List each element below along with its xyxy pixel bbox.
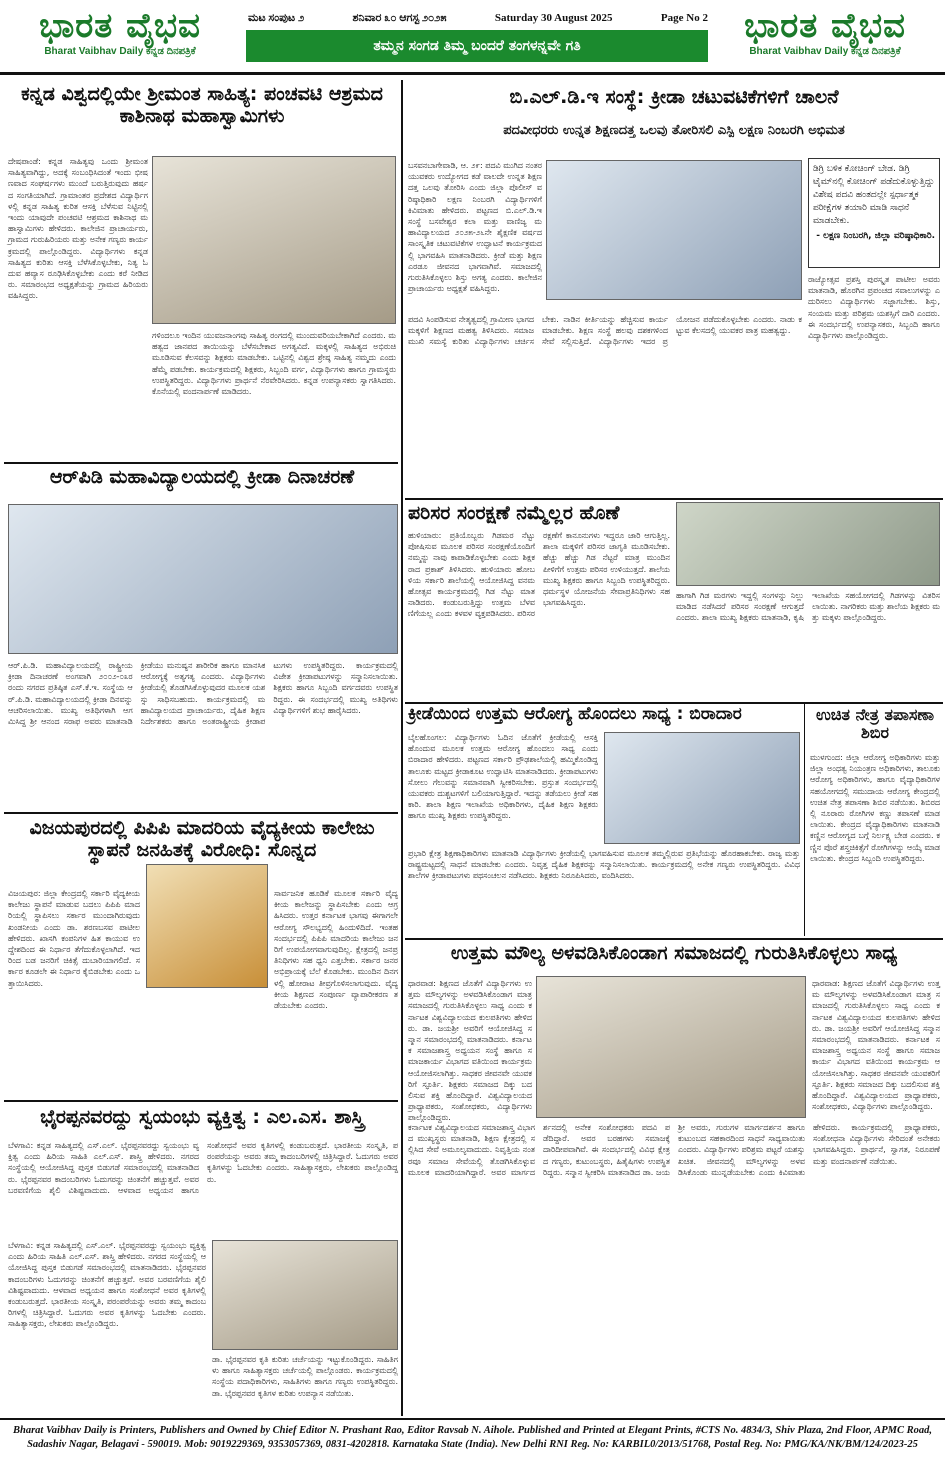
article-headline: ಭೈರಪ್ಪನವರದ್ದು ಸ್ವಯಂಭು ವ್ಯಕ್ತಿತ್ವ : ಎಲ.ಎಸ. ಶಾಸ್ತ್ರಿ [40,1106,364,1128]
issue-volume: ಮಟ ಸಂಪುಟ ೨ [248,11,305,24]
logo-subtitle: Bharat Vaibhav Daily [44,46,144,57]
article-body: ದೇಷಪಾಂಡೆ: ಕನ್ನಡ ಸಾಹಿತ್ಯವು ಒಂದು ಶ್ರೀಮಂತ ಸಾಹಿತ್ಯವಾಗಿದ್ದು, ಅದಕ್ಕೆ ಸಂಬಂಧಿಸಿದಂತೆ ಇಂದು ಭೀಷಣವಾದ ಸಂಘರ್ಷಗಳು ಮುಂದೆ ಬರುತ್ತಿರುವುದು ಹರ್ಷದ ಸಂಗತಿಯಾಗಿದೆ. ಗ್ರಾಮಾಂತರ ಪ್ರದೇಶದ ವಿದ್ಯಾರ್ಥಿಗಳಲ್ಲಿ ಕನ್ನಡ ಸಾಹಿತ್ಯ ಕುರಿತ ಆಸಕ್ತಿ ಬೆಳೆಸುವ ನಿಟ್ಟಿನಲ್ಲಿ ಇಂದು ಯಾವುದೇ ಪಂಚವಟಿ ಆಶ್ರಮದ ಕಾಶಿನಾಥ ಮಹಾಸ್ವಾಮಿಗಳು ಹೇಳಿದರು. ಕಾಲೇಜಿನ ಪ್ರಾಚಾರ್ಯರು, ಗ್ರಾಮದ ಗುರುಹಿರಿಯರು ಮತ್ತು ಅನೇಕ ಗಣ್ಯರು ಕಾರ್ಯಕ್ರಮದಲ್ಲಿ ಪಾಲ್ಗೊಂಡಿದ್ದರು. ವಿದ್ಯಾರ್ಥಿಗಳು ಕನ್ನಡ ಸಾಹಿತ್ಯದ ಕುರಿತು ಆಸಕ್ತಿ ಬೆಳೆಸಿಕೊಳ್ಳಬೇಕು, ನಿತ್ಯ ಓದುವ ಹವ್ಯಾಸ ರೂಢಿಸಿಕೊಳ್ಳಬೇಕು ಎಂದು ಕರೆ ನೀಡಿದರು. ಸಮಾರಂಭದ ಅಧ್ಯಕ್ಷತೆಯನ್ನು ಗ್ರಾಮದ ಹಿರಿಯರು ವಹಿಸಿದ್ದರು. [8,157,148,301]
article-photo [604,732,800,844]
article-headline: ವಿಜಯಪುರದಲ್ಲಿ ಪಿಪಿಪಿ ಮಾದರಿಯ ವೈದ್ಯಕೀಯ ಕಾಲೇಜು ಸ್ಥಾಪನೆ ಜನಹಿತಕ್ಕೆ ವಿರೋಧಿ: ಸೊನ್ನದ [29,817,375,861]
logo-subtitle: Bharat Vaibhav Daily [749,46,849,57]
article-headline: ಕನ್ನಡ ವಿಶ್ವದಲ್ಲಿಯೇ ಶ್ರೀಮಂತ ಸಾಹಿತ್ಯ: ಪಂಚವಟಿ ಆಶ್ರಮದ ಕಾಶಿನಾಥ ಮಹಾಸ್ವಾಮಿಗಳು [21,83,383,127]
article-headline: ಕ್ರೀಡೆಯಿಂದ ಉತ್ತಮ ಆರೋಗ್ಯ ಹೊಂದಲು ಸಾಧ್ಯ : ಬಿರಾದಾರ [408,704,742,724]
article-headline: ಆರ್‌ಪಿಡಿ ಮಹಾವಿದ್ಯಾಲಯದಲ್ಲಿ ಕ್ರೀಡಾ ದಿನಾಚರಣೆ [49,466,355,488]
article-body-continued: ಕರ್ನಾಟಕ ವಿಶ್ವವಿದ್ಯಾಲಯದ ಸಮಾಜಶಾಸ್ತ್ರ ವಿಭಾಗದ ಮುಖ್ಯಸ್ಥರು ಮಾತನಾಡಿ, ಶಿಕ್ಷಣ ಕ್ಷೇತ್ರದಲ್ಲಿ ಸಲ್ಲಿಸಿದ ಸೇವೆ ಅಮೂಲ್ಯವಾದುದು. ನಿವೃತ್ತಿಯ ನಂತರವೂ ಸಮಾಜ ಸೇವೆಯಲ್ಲಿ ತೊಡಗಿಸಿಕೊಳ್ಳುವ ಮೂಲಕ ಮಾದರಿಯಾಗಿದ್ದಾರೆ. ಅವರ ಮಾರ್ಗದರ್ಶನದಲ್ಲಿ ಅನೇಕ ಸಂಶೋಧಕರು ಪದವಿ ಪಡೆದಿದ್ದಾರೆ. ಅವರ ಬರಹಗಳು ಸಮಾಜಕ್ಕೆ ದಾರಿದೀಪವಾಗಿವೆ. ಈ ಸಂದರ್ಭದಲ್ಲಿ ವಿವಿಧ ಕ್ಷೇತ್ರದ ಗಣ್ಯರು, ಕುಟುಂಬಸ್ಥರು, ಹಿತೈಷಿಗಳು ಉಪಸ್ಥಿತರಿದ್ದರು. ಸನ್ಮಾನ ಸ್ವೀಕರಿಸಿ ಮಾತನಾಡಿದ ಡಾ. ಜಯಶ್ರೀ ಅವರು, ಗುರುಗಳ ಮಾರ್ಗದರ್ಶನ ಹಾಗೂ ಕುಟುಂಬದ ಸಹಕಾರದಿಂದ ಸಾಧನೆ ಸಾಧ್ಯವಾಯಿತು ಎಂದರು. ವಿದ್ಯಾರ್ಥಿಗಳು ಪರಿಶ್ರಮ ಪಟ್ಟರೆ ಯಶಸ್ಸು ಖಚಿತ. ಜೀವನದಲ್ಲಿ ಮೌಲ್ಯಗಳನ್ನು ಅಳವಡಿಸಿಕೊಂಡು ಮುನ್ನಡೆಯಬೇಕು ಎಂದು ಕಿವಿಮಾತು ಹೇಳಿದರು. ಕಾರ್ಯಕ್ರಮದಲ್ಲಿ ಪ್ರಾಧ್ಯಾಪಕರು, ಸಂಶೋಧನಾ ವಿದ್ಯಾರ್ಥಿಗಳು ಸೇರಿದಂತೆ ಅನೇಕರು ಭಾಗವಹಿಸಿದ್ದರು. ಪ್ರಾರ್ಥನೆ, ಸ್ವಾಗತ, ನಿರೂಪಣೆ ಮತ್ತು ವಂದನಾರ್ಪಣೆ ನಡೆಯಿತು. [408,1123,940,1177]
article-body: ಆರ್.ಪಿ.ಡಿ. ಮಹಾವಿದ್ಯಾಲಯದಲ್ಲಿ ರಾಷ್ಟ್ರೀಯ ಕ್ರೀಡಾ ದಿನಾಚರಣೆ ಅಂಗವಾಗಿ ೨೦೦೨-೦೩ರ ರಂದು ನಗರದ ಪ್ರತಿಷ್ಠಿತ ಎಸ್.ಕೆ.ಇ. ಸಂಸ್ಥೆಯ ಆರ್.ಪಿ.ಡಿ. ಮಹಾವಿದ್ಯಾಲಯದಲ್ಲಿ ಕ್ರೀಡಾ ದಿನವನ್ನು ಆಚರಿಸಲಾಯಿತು. ಮುಖ್ಯ ಅತಿಥಿಗಳಾಗಿ ಆಗಮಿಸಿದ್ದ ಶ್ರೀ ಆನಂದ ಸರಾಫ ಅವರು ಮಾತನಾಡಿ ಕ್ರೀಡೆಯು ಮನುಷ್ಯನ ಶಾರೀರಿಕ ಹಾಗೂ ಮಾನಸಿಕ ಆರೋಗ್ಯಕ್ಕೆ ಅತ್ಯಗತ್ಯ ಎಂದರು. ವಿದ್ಯಾರ್ಥಿಗಳು ಕ್ರೀಡೆಯಲ್ಲಿ ತೊಡಗಿಸಿಕೊಳ್ಳುವುದರ ಮೂಲಕ ಯಶಸ್ಸು ಸಾಧಿಸಬಹುದು. ಕಾರ್ಯಕ್ರಮದಲ್ಲಿ ಮಹಾವಿದ್ಯಾಲಯದ ಪ್ರಾಚಾರ್ಯರು, ದೈಹಿಕ ಶಿಕ್ಷಣ ನಿರ್ದೇಶಕರು ಹಾಗೂ ಅಂತರಾಷ್ಟ್ರೀಯ ಕ್ರೀಡಾಪಟುಗಳು ಉಪಸ್ಥಿತರಿದ್ದರು. ಕಾರ್ಯಕ್ರಮದಲ್ಲಿ ವಿಜೇತ ಕ್ರೀಡಾಪಟುಗಳನ್ನು ಸನ್ಮಾನಿಸಲಾಯಿತು. ಶಿಕ್ಷಕರು ಹಾಗೂ ಸಿಬ್ಬಂದಿ ವರ್ಗದವರು ಉಪಸ್ಥಿತರಿದ್ದರು. ಈ ಸಂದರ್ಭದಲ್ಲಿ ಮುಖ್ಯ ಅತಿಥಿಗಳು ವಿದ್ಯಾರ್ಥಿಗಳಿಗೆ ಶುಭ ಹಾರೈಸಿದರು. [8,661,398,727]
box-divider [804,704,805,936]
article-photo [536,976,806,1118]
article-body: ಧಾರವಾಡ: ಶಿಕ್ಷಣದ ಜೊತೆಗೆ ವಿದ್ಯಾರ್ಥಿಗಳು ಉತ್ತಮ ಮೌಲ್ಯಗಳನ್ನು ಅಳವಡಿಸಿಕೊಂಡಾಗ ಮಾತ್ರ ಸಮಾಜದಲ್ಲಿ ಗುರುತಿಸಿಕೊಳ್ಳಲು ಸಾಧ್ಯ ಎಂದು ಕರ್ನಾಟಕ ವಿಶ್ವವಿದ್ಯಾಲಯದ ಕುಲಪತಿಗಳು ಹೇಳಿದರು. ಡಾ. ಜಯಶ್ರೀ ಅವರಿಗೆ ಆಯೋಜಿಸಿದ್ದ ಸನ್ಮಾನ ಸಮಾರಂಭದಲ್ಲಿ ಮಾತನಾಡಿದರು. ಕರ್ನಾಟಕ ಸಮಾಜಶಾಸ್ತ್ರ ಅಧ್ಯಯನ ಸಂಸ್ಥೆ ಹಾಗೂ ಸಮಾಜಕಾರ್ಯ ವಿಭಾಗದ ವತಿಯಿಂದ ಕಾರ್ಯಕ್ರಮ ಆಯೋಜಿಸಲಾಗಿತ್ತು. ಸಾಧಕರ ಜೀವನವೇ ಯುವಕರಿಗೆ ಸ್ಫೂರ್ತಿ. ಶಿಕ್ಷಕರು ಸಮಾಜದ ದಿಕ್ಕು ಬದಲಿಸುವ ಶಕ್ತಿ ಹೊಂದಿದ್ದಾರೆ. ವಿಶ್ವವಿದ್ಯಾಲಯದ ಪ್ರಾಧ್ಯಾಪಕರು, ಸಂಶೋಧಕರು, ವಿದ್ಯಾರ್ಥಿಗಳು ಪಾಲ್ಗೊಂಡಿದ್ದರು. [408,979,532,1123]
article-photo [546,160,802,300]
logo-subtitle-kannada: ಕನ್ನಡ ದಿನಪತ್ರಿಕೆ [146,46,196,57]
article-body-continued: ಡಾ. ಭೈರಪ್ಪನವರ ಕೃತಿ ಕುರಿತು ಚರ್ಚೆಯನ್ನು ಇಟ್ಟುಕೊಂಡಿದ್ದರು. ಸಾಹಿತಿಗಳು ಹಾಗೂ ಸಾಹಿತ್ಯಾಸಕ್ತರು ಚರ್ಚೆಯಲ್ಲಿ ಪಾಲ್ಗೊಂಡರು. ಕಾರ್ಯಕ್ರಮದಲ್ಲಿ ಸಂಸ್ಥೆಯ ಪದಾಧಿಕಾರಿಗಳು, ಸಾಹಿತಿಗಳು ಹಾಗೂ ಗಣ್ಯರು ಉಪಸ್ಥಿತರಿದ್ದರು. ಡಾ. ಭೈರಪ್ಪನವರ ಕೃತಿಗಳ ಕುರಿತು ಉಪನ್ಯಾಸ ನಡೆಯಿತು. [212,1355,398,1398]
masthead-logo-left [6,6,234,66]
article-separator [4,462,398,464]
article-separator [405,938,943,940]
logo-text: ಭಾರತ ವೈಭವ [744,6,906,46]
pull-quote-text: ಡಿಗ್ರಿ ಬಳಿಕ ಕೋಚಿಂಗ್ ಬೇಡ. ಡಿಗ್ರಿ ಟೈಮ್‌ನಲ್ಲಿ ಕೋಚಿಂಗ್ ಪಡೆದುಕೊಳ್ಳುತ್ತಿದ್ದು ವಿಶೇಷ ಪದವಿ ಹಂತದಲ್ಲೇ ಸ್ಪರ್ಧಾತ್ಮಕ ಪರೀಕ್ಷೆಗಳ ತಯಾರಿ ಮಾಡಿ ಸಾಧನೆ ಮಾಡಬೇಕು. [813,164,935,226]
article-headline: ಬಿ.ಎಲ್.ಡಿ.ಇ ಸಂಸ್ಥೆ: ಕ್ರೀಡಾ ಚಟುವಟಿಕೆಗಳಿಗೆ ಚಾಲನೆ [509,86,839,108]
article-body-continued: ಸಾರ್ವಜನಿಕ ಹೂಡಿಕೆ ಮೂಲಕ ಸರ್ಕಾರಿ ವೈದ್ಯಕೀಯ ಕಾಲೇಜನ್ನು ಸ್ಥಾಪಿಸಬೇಕು ಎಂದು ಆಗ್ರಹಿಸಿದರು. ಉತ್ತರ ಕರ್ನಾಟಕ ಭಾಗವು ಈಗಾಗಲೇ ಆರೋಗ್ಯ ಸೌಲಭ್ಯದಲ್ಲಿ ಹಿಂದುಳಿದಿದೆ. ಇಂತಹ ಸಂದರ್ಭದಲ್ಲಿ ಪಿಪಿಪಿ ಮಾದರಿಯ ಕಾಲೇಜು ಜನರಿಗೆ ಉಪಯೋಗವಾಗುವುದಿಲ್ಲ. ಕ್ಷೇತ್ರದಲ್ಲಿ ಜನಪ್ರತಿನಿಧಿಗಳು ಸಹ ಧ್ವನಿ ಎತ್ತಬೇಕು. ಸರ್ಕಾರ ಜನರ ಅಭಿಪ್ರಾಯಕ್ಕೆ ಬೆಲೆ ಕೊಡಬೇಕು. ಮುಂದಿನ ದಿನಗಳಲ್ಲಿ ಹೋರಾಟ ತೀವ್ರಗೊಳಿಸಲಾಗುವುದು. ವೈದ್ಯಕೀಯ ಶಿಕ್ಷಣದ ಸಂಪೂರ್ಣ ವ್ಯಾಪಾರೀಕರಣ ತಡೆಯಬೇಕು ಎಂದರು. [274,889,398,1011]
article-body: ಹುಳಿಯಾರು: ಪ್ರತಿಯೊಬ್ಬರು ಗಿಡಮರ ನೆಟ್ಟು ಪೋಷಿಸುವ ಮೂಲಕ ಪರಿಸರ ಸಂರಕ್ಷಣೆಯೊಂದಿಗೆ ನಮ್ಮನ್ನು ನಾವು ಕಾಪಾಡಿಕೊಳ್ಳಬೇಕು ಎಂದು ಶಿಕ್ಷಕರಾದ ಪ್ರಕಾಶ್ ತಿಳಿಸಿದರು. ಹುಳಿಯಾರು ಹೋಬಳಿಯ ಸರ್ಕಾರಿ ಶಾಲೆಯಲ್ಲಿ ಆಯೋಜಿಸಿದ್ದ ವನಮಹೋತ್ಸವ ಕಾರ್ಯಕ್ರಮದಲ್ಲಿ ಗಿಡ ನೆಟ್ಟು ಮಾತನಾಡಿದರು. ಕಂಡುಬರುತ್ತಿದ್ದು ಉತ್ತಮ ಬೆಳವಣಿಗೆಯಲ್ಲ ಎಂದು ಕಳವಳ ವ್ಯಕ್ತಪಡಿಸಿದರು. ಪರಿಸರ ರಕ್ಷಣೆಗೆ ಕಾನೂನುಗಳು ಇದ್ದರೂ ಜಾರಿ ಆಗುತ್ತಿಲ್ಲ. ಶಾಲಾ ಮಕ್ಕಳಿಗೆ ಪರಿಸರ ಜಾಗೃತಿ ಮೂಡಿಸಬೇಕು. ಹೆಚ್ಚು ಹೆಚ್ಚು ಗಿಡ ನೆಟ್ಟರೆ ಮಾತ್ರ ಮುಂದಿನ ಪೀಳಿಗೆಗೆ ಉತ್ತಮ ಪರಿಸರ ಉಳಿಯುತ್ತದೆ. ಶಾಲೆಯ ಮುಖ್ಯ ಶಿಕ್ಷಕರು ಹಾಗೂ ಸಿಬ್ಬಂದಿ ಉಪಸ್ಥಿತರಿದ್ದರು. ಧರ್ಮಸ್ಥಳ ಯೋಜನೆಯ ಸೇವಾಪ್ರತಿನಿಧಿಗಳು ಸಹ ಭಾಗವಹಿಸಿದ್ದರು. [408,531,670,619]
logo-subtitle-kannada: ಕನ್ನಡ ದಿನಪತ್ರಿಕೆ [851,46,901,57]
article-body-continued: ರಾಜ್ಯೋತ್ಸವ ಪ್ರಶಸ್ತಿ ಪುರಸ್ಕೃತ ಪಾಟೀಲ ಅವರು ಮಾತನಾಡಿ, ಹೊರಗಿನ ಪ್ರಪಂಚದ ಸವಾಲುಗಳನ್ನು ಎದುರಿಸಲು ವಿದ್ಯಾರ್ಥಿಗಳು ಸಜ್ಜಾಗಬೇಕು. ಶಿಸ್ತು, ಸಂಯಮ ಮತ್ತು ಪರಿಶ್ರಮ ಯಶಸ್ಸಿಗೆ ದಾರಿ ಎಂದರು. ಈ ಸಂದರ್ಭದಲ್ಲಿ ಉಪನ್ಯಾಸಕರು, ಸಿಬ್ಬಂದಿ ಹಾಗೂ ವಿದ್ಯಾರ್ಥಿಗಳು ಪಾಲ್ಗೊಂಡಿದ್ದರು. [808,275,940,341]
masthead-rule [0,72,945,75]
article-photo [676,502,940,586]
article-body-continued: ಪ್ರಭಾರಿ ಕ್ಷೇತ್ರ ಶಿಕ್ಷಣಾಧಿಕಾರಿಗಳು ಮಾತನಾಡಿ ವಿದ್ಯಾರ್ಥಿಗಳು ಕ್ರೀಡೆಯಲ್ಲಿ ಭಾಗವಹಿಸುವ ಮೂಲಕ ತಮ್ಮಲ್ಲಿರುವ ಪ್ರತಿಭೆಯನ್ನು ಹೊರಹಾಕಬೇಕು. ರಾಜ್ಯ ಮತ್ತು ರಾಷ್ಟ್ರಮಟ್ಟದಲ್ಲಿ ಸಾಧನೆ ಮಾಡಬೇಕು ಎಂದರು. ನಿವೃತ್ತ ದೈಹಿಕ ಶಿಕ್ಷಕರನ್ನು ಸನ್ಮಾನಿಸಲಾಯಿತು. ಕಾರ್ಯಕ್ರಮದಲ್ಲಿ ಅನೇಕ ಗಣ್ಯರು ಉಪಸ್ಥಿತರಿದ್ದರು. ವಿವಿಧ ಶಾಲೆಗಳ ಕ್ರೀಡಾಪಟುಗಳು ಪಥಸಂಚಲನ ನಡೆಸಿದರು. ಶಿಕ್ಷಕರು ನಿರೂಪಿಸಿದರು, ವಂದಿಸಿದರು. [408,849,800,881]
footer-imprint: Bharat Vaibhav Daily is Printers, Publishers and Owned by Chief Editor N. Prashant Rao, Editor Ravsab N. Aihole. Published and Printed at Elegant Prints, #CTS No. 4834/3, Shiv Plaza, 2nd Floor, APMC Road, Sadashiv Nagar, Belagavi - 590019. Mob: 9019229369, 9353057369, 0831-4202818. Karnataka State (India). New Delhi RNI Reg. No: KARBIL0/2013/51768, Postal Reg. No: PMG/KA/NK/BM/124/2023-25 [0,1418,945,1458]
article-body-continued: ಬೆಳಗಾವಿ: ಕನ್ನಡ ಸಾಹಿತ್ಯದಲ್ಲಿ ಎಸ್.ಎಲ್. ಭೈರಪ್ಪನವರದ್ದು ಸ್ವಯಂಭು ವ್ಯಕ್ತಿತ್ವ ಎಂದು ಹಿರಿಯ ಸಾಹಿತಿ ಎಲ್.ಎಸ್. ಶಾಸ್ತ್ರಿ ಹೇಳಿದರು. ನಗರದ ಸಂಸ್ಥೆಯಲ್ಲಿ ಆಯೋಜಿಸಿದ್ದ ಪುಸ್ತಕ ಬಿಡುಗಡೆ ಸಮಾರಂಭದಲ್ಲಿ ಮಾತನಾಡಿದರು. ಭೈರಪ್ಪನವರ ಕಾದಂಬರಿಗಳು ಓದುಗರನ್ನು ಚಿಂತನೆಗೆ ಹಚ್ಚುತ್ತವೆ. ಅವರ ಬರವಣಿಗೆಯ ಶೈಲಿ ವಿಶಿಷ್ಟವಾದುದು. ಆಳವಾದ ಅಧ್ಯಯನ ಹಾಗೂ ಸಂಶೋಧನೆ ಅವರ ಕೃತಿಗಳಲ್ಲಿ ಕಂಡುಬರುತ್ತದೆ. ಭಾರತೀಯ ಸಂಸ್ಕೃತಿ, ಪರಂಪರೆಯನ್ನು ಅವರು ತಮ್ಮ ಕಾದಂಬರಿಗಳಲ್ಲಿ ಚಿತ್ರಿಸಿದ್ದಾರೆ. ಓದುಗರು ಅವರ ಕೃತಿಗಳನ್ನು ಓದಬೇಕು ಎಂದರು. ಸಾಹಿತ್ಯಾಸಕ್ತರು, ಲೇಖಕರು ಪಾಲ್ಗೊಂಡಿದ್ದರು. [8,1241,206,1329]
article-body: ಬೈಲಹೊಂಗಲ: ವಿದ್ಯಾರ್ಥಿಗಳು ಓದಿನ ಜೊತೆಗೆ ಕ್ರೀಡೆಯಲ್ಲಿ ಆಸಕ್ತಿ ಹೊಂದುವ ಮೂಲಕ ಉತ್ತಮ ಆರೋಗ್ಯ ಹೊಂದಲು ಸಾಧ್ಯ ಎಂದು ಬಿರಾದಾರ ಹೇಳಿದರು. ಪಟ್ಟಣದ ಸರ್ಕಾರಿ ಪ್ರೌಢಶಾಲೆಯಲ್ಲಿ ಹಮ್ಮಿಕೊಂಡಿದ್ದ ತಾಲೂಕು ಮಟ್ಟದ ಕ್ರೀಡಾಕೂಟ ಉದ್ಘಾಟಿಸಿ ಮಾತನಾಡಿದರು. ಕ್ರೀಡಾಪಟುಗಳು ಸೋಲು ಗೆಲುವನ್ನು ಸಮಾನವಾಗಿ ಸ್ವೀಕರಿಸಬೇಕು. ಪ್ರಸ್ತುತ ಸಂದರ್ಭದಲ್ಲಿ ಯುವಕರು ದುಶ್ಚಟಗಳಿಗೆ ಬಲಿಯಾಗುತ್ತಿದ್ದಾರೆ. ಇದನ್ನು ತಡೆಯಲು ಕ್ರೀಡೆ ಸಹಕಾರಿ. ಶಾಲಾ ಶಿಕ್ಷಣ ಇಲಾಖೆಯ ಅಧಿಕಾರಿಗಳು, ದೈಹಿಕ ಶಿಕ್ಷಣ ಶಿಕ್ಷಕರು ಹಾಗೂ ಮುಖ್ಯ ಶಿಕ್ಷಕರು ಉಪಸ್ಥಿತರಿದ್ದರು. [408,733,598,821]
issue-meta [248,8,708,28]
issue-date: Saturday 30 August 2025 [494,12,613,24]
article-body-continued: ಗಳಿಂದಲೂ ಇಂದಿನ ಯುವಜನಾಂಗವು ಸಾಹಿತ್ಯ ರಂಗದಲ್ಲಿ ಮುಂದುವರಿಯಬೇಕಾಗಿದೆ ಎಂದರು. ಮಹತ್ವದ ಜಾನಪದ ತಾಯಿಯನ್ನು ಬೆಳೆಸಬೇಕಾದ ಅಗತ್ಯವಿದೆ. ಮಕ್ಕಳಲ್ಲಿ ಸಾಹಿತ್ಯದ ಅಭಿರುಚಿ ಮೂಡಿಸುವ ಕೆಲಸವನ್ನು ಶಿಕ್ಷಕರು ಮಾಡಬೇಕು. ಒಟ್ಟಿನಲ್ಲಿ ವಿಶ್ವದ ಶ್ರೇಷ್ಠ ಸಾಹಿತ್ಯ ನಮ್ಮದು ಎಂದು ಹೆಮ್ಮೆ ಪಡಬೇಕು. ಕಾರ್ಯಕ್ರಮದಲ್ಲಿ ಶಿಕ್ಷಕರು, ಸಿಬ್ಬಂದಿ ವರ್ಗ, ವಿದ್ಯಾರ್ಥಿಗಳು ಹಾಗೂ ಗ್ರಾಮಸ್ಥರು ಉಪಸ್ಥಿತರಿದ್ದರು. ವಿದ್ಯಾರ್ಥಿಗಳು ಪ್ರಾರ್ಥನೆ ನೆರವೇರಿಸಿದರು. ಕನ್ನಡ ಉಪನ್ಯಾಸಕರು ಸ್ವಾಗತಿಸಿದರು. ಕೊನೆಯಲ್ಲಿ ವಂದನಾರ್ಪಣೆ ಮಾಡಿದರು. [152,331,396,397]
article-headline: ಪರಿಸರ ಸಂರಕ್ಷಣೆ ನಮ್ಮೆಲ್ಲರ ಹೊಣೆ [408,502,620,524]
pull-quote-attribution: - ಲಕ್ಷಣ ನಿಂಬರಗಿ, ಜಿಲ್ಲಾ ವರಿಷ್ಠಾಧಿಕಾರಿ. [816,231,935,241]
article-photo [8,504,398,654]
article-separator [4,1100,398,1102]
logo-text: ಭಾರತ ವೈಭವ [39,6,201,46]
article-separator [405,498,943,500]
masthead-logo-right [711,6,939,66]
article-photo [212,1240,398,1350]
article-body-continued: ಧಾರವಾಡ: ಶಿಕ್ಷಣದ ಜೊತೆಗೆ ವಿದ್ಯಾರ್ಥಿಗಳು ಉತ್ತಮ ಮೌಲ್ಯಗಳನ್ನು ಅಳವಡಿಸಿಕೊಂಡಾಗ ಮಾತ್ರ ಸಮಾಜದಲ್ಲಿ ಗುರುತಿಸಿಕೊಳ್ಳಲು ಸಾಧ್ಯ ಎಂದು ಕರ್ನಾಟಕ ವಿಶ್ವವಿದ್ಯಾಲಯದ ಕುಲಪತಿಗಳು ಹೇಳಿದರು. ಡಾ. ಜಯಶ್ರೀ ಅವರಿಗೆ ಆಯೋಜಿಸಿದ್ದ ಸನ್ಮಾನ ಸಮಾರಂಭದಲ್ಲಿ ಮಾತನಾಡಿದರು. ಕರ್ನಾಟಕ ಸಮಾಜಶಾಸ್ತ್ರ ಅಧ್ಯಯನ ಸಂಸ್ಥೆ ಹಾಗೂ ಸಮಾಜಕಾರ್ಯ ವಿಭಾಗದ ವತಿಯಿಂದ ಕಾರ್ಯಕ್ರಮ ಆಯೋಜಿಸಲಾಗಿತ್ತು. ಸಾಧಕರ ಜೀವನವೇ ಯುವಕರಿಗೆ ಸ್ಫೂರ್ತಿ. ಶಿಕ್ಷಕರು ಸಮಾಜದ ದಿಕ್ಕು ಬದಲಿಸುವ ಶಕ್ತಿ ಹೊಂದಿದ್ದಾರೆ. ವಿಶ್ವವಿದ್ಯಾಲಯದ ಪ್ರಾಧ್ಯಾಪಕರು, ಸಂಶೋಧಕರು, ವಿದ್ಯಾರ್ಥಿಗಳು ಪಾಲ್ಗೊಂಡಿದ್ದರು. [812,979,940,1112]
pull-quote [808,158,940,268]
article-subheadline: ಪದವೀಧರರು ಉನ್ನತ ಶಿಕ್ಷಣದತ್ತ ಒಲವು ತೋರಿಸಲಿ ಎಸ್ಪಿ ಲಕ್ಷಣ ನಿಂಬರಗಿ ಅಭಿಮತ [503,123,845,138]
article-headline: ಉತ್ತಮ ಮೌಲ್ಯ ಅಳವಡಿಸಿಕೊಂಡಾಗ ಸಮಾಜದಲ್ಲಿ ಗುರುತಿಸಿಕೊಳ್ಳಲು ಸಾಧ್ಯ [450,942,898,964]
article-body: ಮುಳಗುಂದ: ಜಿಲ್ಲಾ ಆರೋಗ್ಯ ಅಧಿಕಾರಿಗಳು ಮತ್ತು ಜಿಲ್ಲಾ ಅಂಧತ್ವ ನಿಯಂತ್ರಣ ಅಧಿಕಾರಿಗಳು, ತಾಲೂಕು ಆರೋಗ್ಯ ಅಧಿಕಾರಿಗಳು, ಹಾಗೂ ವೈದ್ಯಾಧಿಕಾರಿಗಳ ಸಹಯೋಗದಲ್ಲಿ ಸಮುದಾಯ ಆರೋಗ್ಯ ಕೇಂದ್ರದಲ್ಲಿ ಉಚಿತ ನೇತ್ರ ತಪಾಸಣಾ ಶಿಬಿರ ನಡೆಯಿತು. ಶಿಬಿರದಲ್ಲಿ ನೂರಾರು ರೋಗಿಗಳ ಕಣ್ಣು ತಪಾಸಣೆ ಮಾಡಲಾಯಿತು. ಕೇಂದ್ರದ ವೈದ್ಯಾಧಿಕಾರಿಗಳು ಮಾತನಾಡಿ ಕಣ್ಣಿನ ಆರೋಗ್ಯದ ಬಗ್ಗೆ ನಿರ್ಲಕ್ಷ್ಯ ಬೇಡ ಎಂದರು. ಕಣ್ಣಿನ ಪೊರೆ ಶಸ್ತ್ರಚಿಕಿತ್ಸೆಗೆ ರೋಗಿಗಳನ್ನು ಆಯ್ಕೆ ಮಾಡಲಾಯಿತು. ಕೇಂದ್ರದ ಸಿಬ್ಬಂದಿ ಉಪಸ್ಥಿತರಿದ್ದರು. [810,753,940,863]
page-number: Page No 2 [660,12,708,24]
article-separator [4,812,398,814]
article-body: ವಿಜಯಪುರ: ಜಿಲ್ಲಾ ಕೇಂದ್ರದಲ್ಲಿ ಸರ್ಕಾರಿ ವೈದ್ಯಕೀಯ ಕಾಲೇಜು ಸ್ಥಾಪನೆ ಮಾಡುವ ಬದಲು ಪಿಪಿಪಿ ಮಾದರಿಯಲ್ಲಿ ಸ್ಥಾಪಿಸಲು ಸರ್ಕಾರ ಮುಂದಾಗಿರುವುದು ಖಂಡನೀಯ ಎಂದು ಡಾ. ಶರಣಬಸವ ಪಾಟೀಲ ಹೇಳಿದರು. ಖಾಸಗಿ ಕಂಪನಿಗಳ ಹಿತ ಕಾಯುವ ಉದ್ದೇಶದಿಂದ ಈ ನಿರ್ಧಾರ ತೆಗೆದುಕೊಳ್ಳಲಾಗಿದೆ. ಇದರಿಂದ ಬಡ ಜನರಿಗೆ ಚಿಕಿತ್ಸೆ ದುಬಾರಿಯಾಗಲಿದೆ. ಸರ್ಕಾರ ಕೂಡಲೇ ಈ ನಿರ್ಧಾರ ಕೈಬಿಡಬೇಕು ಎಂದು ಒತ್ತಾಯಿಸಿದರು. [8,889,140,988]
column-divider [401,80,403,1416]
article-body: ಬೆಳಗಾವಿ: ಕನ್ನಡ ಸಾಹಿತ್ಯದಲ್ಲಿ ಎಸ್.ಎಲ್. ಭೈರಪ್ಪನವರದ್ದು ಸ್ವಯಂಭು ವ್ಯಕ್ತಿತ್ವ ಎಂದು ಹಿರಿಯ ಸಾಹಿತಿ ಎಲ್.ಎಸ್. ಶಾಸ್ತ್ರಿ ಹೇಳಿದರು. ನಗರದ ಸಂಸ್ಥೆಯಲ್ಲಿ ಆಯೋಜಿಸಿದ್ದ ಪುಸ್ತಕ ಬಿಡುಗಡೆ ಸಮಾರಂಭದಲ್ಲಿ ಮಾತನಾಡಿದರು. ಭೈರಪ್ಪನವರ ಕಾದಂಬರಿಗಳು ಓದುಗರನ್ನು ಚಿಂತನೆಗೆ ಹಚ್ಚುತ್ತವೆ. ಅವರ ಬರವಣಿಗೆಯ ಶೈಲಿ ವಿಶಿಷ್ಟವಾದುದು. ಆಳವಾದ ಅಧ್ಯಯನ ಹಾಗೂ ಸಂಶೋಧನೆ ಅವರ ಕೃತಿಗಳಲ್ಲಿ ಕಂಡುಬರುತ್ತದೆ. ಭಾರತೀಯ ಸಂಸ್ಕೃತಿ, ಪರಂಪರೆಯನ್ನು ಅವರು ತಮ್ಮ ಕಾದಂಬರಿಗಳಲ್ಲಿ ಚಿತ್ರಿಸಿದ್ದಾರೆ. ಓದುಗರು ಅವರ ಕೃತಿಗಳನ್ನು ಓದಬೇಕು ಎಂದರು. ಸಾಹಿತ್ಯಾಸಕ್ತರು, ಲೇಖಕರು ಪಾಲ್ಗೊಂಡಿದ್ದರು. [8,1141,398,1195]
article-body: ಬಸವನಬಾಗೇವಾಡಿ, ಆ. ೨೯: ಪದವಿ ಮುಗಿದ ನಂತರ ಯುವಕರು ಉದ್ಯೋಗದ ಕಡೆ ವಾಲದೇ ಉನ್ನತ ಶಿಕ್ಷಣದತ್ತ ಒಲವು ತೋರಿಸಿ ಎಂದು ಜಿಲ್ಲಾ ಪೊಲೀಸ್ ವರಿಷ್ಠಾಧಿಕಾರಿ ಲಕ್ಷಣ ನಿಂಬರಗಿ ವಿದ್ಯಾರ್ಥಿಗಳಿಗೆ ಕಿವಿಮಾತು ಹೇಳಿದರು. ಪಟ್ಟಣದ ಬಿ.ಎಲ್.ಡಿ.ಇ ಸಂಸ್ಥೆ ಬಸವೇಶ್ವರ ಕಲಾ ಮತ್ತು ವಾಣಿಜ್ಯ ಮಹಾವಿದ್ಯಾಲಯದ ೨೦೨೫-೨೬ನೇ ಶೈಕ್ಷಣಿಕ ವರ್ಷದ ಸಾಂಸ್ಕೃತಿಕ ಚಟುವಟಿಕೆಗಳ ಉದ್ಘಾಟನೆ ಕಾರ್ಯಕ್ರಮದಲ್ಲಿ ಭಾಗವಹಿಸಿ ಮಾತನಾಡಿದರು. ಕ್ರೀಡೆ ಮತ್ತು ಶಿಕ್ಷಣ ಎರಡೂ ಜೀವನದ ಭಾಗವಾಗಿವೆ. ಸಮಾಜದಲ್ಲಿ ಗುರುತಿಸಿಕೊಳ್ಳಲು ಶಿಸ್ತು ಅಗತ್ಯ ಎಂದರು. ಕಾಲೇಜಿನ ಪ್ರಾಚಾರ್ಯರು ಅಧ್ಯಕ್ಷತೆ ವಹಿಸಿದ್ದರು. [408,161,542,294]
article-photo [152,156,396,324]
tagline-banner: ತಮ್ಮನ ಸಂಗಡ ತಿಮ್ಮ ಬಂದರೆ ತಂಗಳನ್ನವೇ ಗತಿ [246,30,708,62]
article-headline: ಉಚಿತ ನೇತ್ರ ತಪಾಸಣಾ ಶಿಬಿರ [815,705,935,743]
article-body-continued: ಪದವಿ ಸಿಂಪಡಿಸುವ ನೇತೃತ್ವದಲ್ಲಿ ಗ್ರಾಮೀಣ ಭಾಗದ ಮಕ್ಕಳಿಗೆ ಶಿಕ್ಷಣದ ಮಹತ್ವ ತಿಳಿಸಿದರು. ಸಮಾಜಮುಖಿ ಸಮಸ್ಯೆ ಕುರಿತು ವಿದ್ಯಾರ್ಥಿಗಳು ಚರ್ಚಿಸಬೇಕು. ನಾಡಿನ ಕೀರ್ತಿಯನ್ನು ಹೆಚ್ಚಿಸುವ ಕಾರ್ಯ ಮಾಡಬೇಕು. ಶಿಕ್ಷಣ ಸಂಸ್ಥೆ ಹಲವು ದಶಕಗಳಿಂದ ಸೇವೆ ಸಲ್ಲಿಸುತ್ತಿದೆ. ವಿದ್ಯಾರ್ಥಿಗಳು ಇದರ ಪ್ರಯೋಜನ ಪಡೆದುಕೊಳ್ಳಬೇಕು ಎಂದರು. ನಾಡು ಕಟ್ಟುವ ಕೆಲಸದಲ್ಲಿ ಯುವಕರ ಪಾತ್ರ ಮಹತ್ವದ್ದು. [408,315,802,347]
article-body-continued: ಹಾಗಾಗಿ ಗಿಡ ಮರಗಳು ಇದ್ದಲ್ಲಿ ಸಂಗಳನ್ನು ನಿಲ್ಲು ಮಾಡಿದ ನಡೆಸಿದರೆ ಪರಿಸರ ಸಂರಕ್ಷಣೆ ಆಗುತ್ತದೆ ಎಂದರು. ಶಾಲಾ ಮುಖ್ಯ ಶಿಕ್ಷಕರು ಮಾತನಾಡಿ, ಕೃಷಿ ಇಲಾಖೆಯ ಸಹಯೋಗದಲ್ಲಿ ಗಿಡಗಳನ್ನು ವಿತರಿಸಲಾಯಿತು. ನಾಗರಿಕರು ಮತ್ತು ಶಾಲೆಯ ಶಿಕ್ಷಕರು ಮತ್ತು ಮಕ್ಕಳು ಪಾಲ್ಗೊಂಡಿದ್ದರು. [676,591,940,623]
portrait-photo [146,864,268,988]
issue-date-kannada: ಶನಿವಾರ ೩೦ ಆಗಸ್ಟ ೨೦೨೫ [352,11,447,24]
